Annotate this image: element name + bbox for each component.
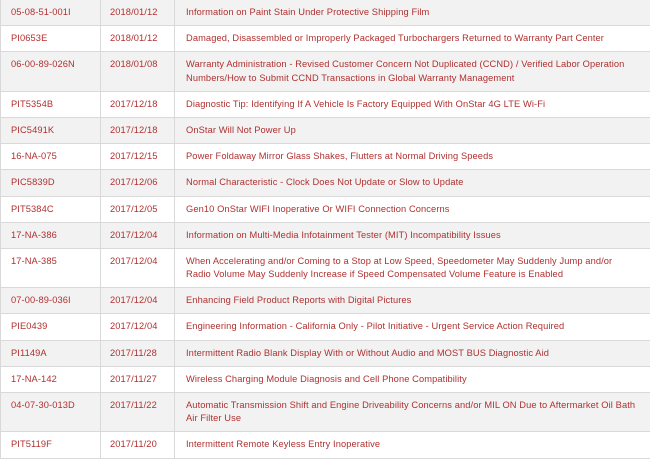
bulletin-description-link[interactable]: OnStar Will Not Power Up bbox=[186, 125, 296, 135]
bulletin-date-cell: 2017/12/05 bbox=[101, 196, 175, 222]
table-row[interactable] bbox=[1, 248, 650, 287]
bulletin-number-link[interactable]: 04-07-30-013D bbox=[11, 400, 75, 410]
bulletin-number-cell[interactable] bbox=[1, 366, 101, 392]
bulletin-date-cell: 2018/01/12 bbox=[101, 0, 175, 26]
table-row[interactable] bbox=[1, 314, 650, 340]
bulletin-number-link[interactable]: PIT5384C bbox=[11, 204, 54, 214]
bulletin-date-cell: 2017/12/04 bbox=[101, 222, 175, 248]
table-row[interactable] bbox=[1, 52, 650, 91]
bulletin-number-link[interactable]: 06-00-89-026N bbox=[11, 59, 75, 69]
bulletin-description-cell[interactable] bbox=[175, 196, 650, 222]
bulletin-description-cell[interactable] bbox=[175, 288, 650, 314]
bulletin-number-cell[interactable] bbox=[1, 170, 101, 196]
bulletin-date-cell: 2017/11/22 bbox=[101, 393, 175, 432]
bulletin-number-cell[interactable] bbox=[1, 196, 101, 222]
bulletin-date-cell: 2017/12/04 bbox=[101, 314, 175, 340]
bulletin-number-cell[interactable] bbox=[1, 288, 101, 314]
bulletin-date-cell: 2017/12/04 bbox=[101, 288, 175, 314]
bulletin-number-link[interactable]: 16-NA-075 bbox=[11, 151, 57, 161]
table-row[interactable] bbox=[1, 170, 650, 196]
bulletin-number-link[interactable]: 05-08-51-001I bbox=[11, 7, 71, 17]
bulletin-number-cell[interactable] bbox=[1, 144, 101, 170]
bulletin-description-cell[interactable] bbox=[175, 0, 650, 26]
bulletin-number-link[interactable]: PIE0439 bbox=[11, 321, 47, 331]
bulletin-description-link[interactable]: Information on Multi-Media Infotainment Tester (MIT) Incompatibility Issues bbox=[186, 230, 501, 240]
bulletin-number-link[interactable]: PIT5354B bbox=[11, 99, 53, 109]
bulletin-date-cell: 2017/12/04 bbox=[101, 248, 175, 287]
bulletin-description-link[interactable]: Damaged, Disassembled or Improperly Packaged Turbochargers Returned to Warranty Part Center bbox=[186, 33, 604, 43]
bulletin-number-link[interactable]: PI1149A bbox=[11, 348, 47, 358]
bulletin-date-cell: 2017/12/18 bbox=[101, 117, 175, 143]
bulletin-description-link[interactable]: Intermittent Radio Blank Display With or Without Audio and MOST BUS Diagnostic Aid bbox=[186, 348, 549, 358]
bulletin-description-cell[interactable] bbox=[175, 144, 650, 170]
bulletin-number-cell[interactable] bbox=[1, 52, 101, 91]
bulletin-date-cell: 2017/11/27 bbox=[101, 366, 175, 392]
bulletin-description-link[interactable]: Engineering Information - California Only - Pilot Initiative - Urgent Service Action Required bbox=[186, 321, 564, 331]
bulletin-number-cell[interactable] bbox=[1, 314, 101, 340]
bulletin-number-cell[interactable] bbox=[1, 0, 101, 26]
bulletin-number-link[interactable]: 17-NA-386 bbox=[11, 230, 57, 240]
bulletin-number-cell[interactable] bbox=[1, 432, 101, 458]
bulletin-description-cell[interactable] bbox=[175, 314, 650, 340]
table-row[interactable] bbox=[1, 196, 650, 222]
bulletin-number-link[interactable]: PIT5119F bbox=[11, 439, 52, 449]
table-row[interactable] bbox=[1, 288, 650, 314]
bulletin-number-cell[interactable] bbox=[1, 248, 101, 287]
bulletin-number-cell[interactable] bbox=[1, 117, 101, 143]
bulletin-description-cell[interactable] bbox=[175, 366, 650, 392]
bulletin-date-cell: 2018/01/08 bbox=[101, 52, 175, 91]
bulletin-number-link[interactable]: PI0653E bbox=[11, 33, 47, 43]
table-row[interactable] bbox=[1, 432, 650, 458]
bulletin-description-cell[interactable] bbox=[175, 340, 650, 366]
table-row[interactable] bbox=[1, 26, 650, 52]
bulletin-description-link[interactable]: Diagnostic Tip: Identifying If A Vehicle Is Factory Equipped With OnStar 4G LTE Wi-Fi bbox=[186, 99, 545, 109]
bulletin-number-cell[interactable] bbox=[1, 222, 101, 248]
bulletin-number-cell[interactable] bbox=[1, 26, 101, 52]
bulletin-number-link[interactable]: PIC5491K bbox=[11, 125, 54, 135]
bulletin-description-link[interactable]: Warranty Administration - Revised Customer Concern Not Duplicated (CCND) / Verified Labor Operation Numbers/How to Submit CCND Transactions in Global Warranty Management bbox=[186, 59, 624, 82]
bulletin-description-cell[interactable] bbox=[175, 432, 650, 458]
bulletin-description-cell[interactable] bbox=[175, 222, 650, 248]
bulletin-description-link[interactable]: Power Foldaway Mirror Glass Shakes, Flutters at Normal Driving Speeds bbox=[186, 151, 493, 161]
bulletin-date-cell: 2017/11/20 bbox=[101, 432, 175, 458]
bulletin-description-cell[interactable] bbox=[175, 52, 650, 91]
table-row[interactable] bbox=[1, 0, 650, 26]
bulletin-number-link[interactable]: 17-NA-385 bbox=[11, 256, 57, 266]
bulletin-date-cell: 2017/11/28 bbox=[101, 340, 175, 366]
bulletin-description-cell[interactable] bbox=[175, 393, 650, 432]
bulletin-number-link[interactable]: 17-NA-142 bbox=[11, 374, 57, 384]
bulletin-number-cell[interactable] bbox=[1, 340, 101, 366]
table-row[interactable] bbox=[1, 393, 650, 432]
bulletin-date-cell: 2017/12/15 bbox=[101, 144, 175, 170]
bulletin-description-link[interactable]: Wireless Charging Module Diagnosis and Cell Phone Compatibility bbox=[186, 374, 467, 384]
table-row[interactable] bbox=[1, 366, 650, 392]
bulletin-description-link[interactable]: Intermittent Remote Keyless Entry Inoperative bbox=[186, 439, 380, 449]
bulletin-description-link[interactable]: Information on Paint Stain Under Protective Shipping Film bbox=[186, 7, 429, 17]
bulletin-description-cell[interactable] bbox=[175, 117, 650, 143]
bulletin-description-link[interactable]: When Accelerating and/or Coming to a Stop at Low Speed, Speedometer May Suddenly Jump and/or Radio Volume May Suddenly Increase if Speed Compensated Volume Feature is Enabled bbox=[186, 256, 612, 279]
bulletin-description-link[interactable]: Automatic Transmission Shift and Engine Driveability Concerns and/or MIL ON Due to Aftermarket Oil Bath Air Filter Use bbox=[186, 400, 635, 423]
bulletin-number-link[interactable]: PIC5839D bbox=[11, 177, 55, 187]
bulletin-description-link[interactable]: Enhancing Field Product Reports with Digital Pictures bbox=[186, 295, 411, 305]
bulletin-date-cell: 2017/12/06 bbox=[101, 170, 175, 196]
bulletin-table-body bbox=[1, 0, 650, 458]
table-row[interactable] bbox=[1, 222, 650, 248]
bulletin-description-cell[interactable] bbox=[175, 91, 650, 117]
bulletin-date-cell: 2018/01/12 bbox=[101, 26, 175, 52]
bulletin-description-cell[interactable] bbox=[175, 248, 650, 287]
bulletin-number-cell[interactable] bbox=[1, 91, 101, 117]
table-row[interactable] bbox=[1, 144, 650, 170]
bulletin-description-link[interactable]: Normal Characteristic - Clock Does Not Update or Slow to Update bbox=[186, 177, 464, 187]
bulletin-description-cell[interactable] bbox=[175, 170, 650, 196]
bulletin-number-link[interactable]: 07-00-89-036I bbox=[11, 295, 71, 305]
bulletin-number-cell[interactable] bbox=[1, 393, 101, 432]
table-row[interactable] bbox=[1, 91, 650, 117]
bulletin-date-cell: 2017/12/18 bbox=[101, 91, 175, 117]
table-row[interactable] bbox=[1, 340, 650, 366]
bulletin-description-cell[interactable] bbox=[175, 26, 650, 52]
bulletin-description-link[interactable]: Gen10 OnStar WIFI Inoperative Or WIFI Connection Concerns bbox=[186, 204, 450, 214]
table-row[interactable] bbox=[1, 117, 650, 143]
